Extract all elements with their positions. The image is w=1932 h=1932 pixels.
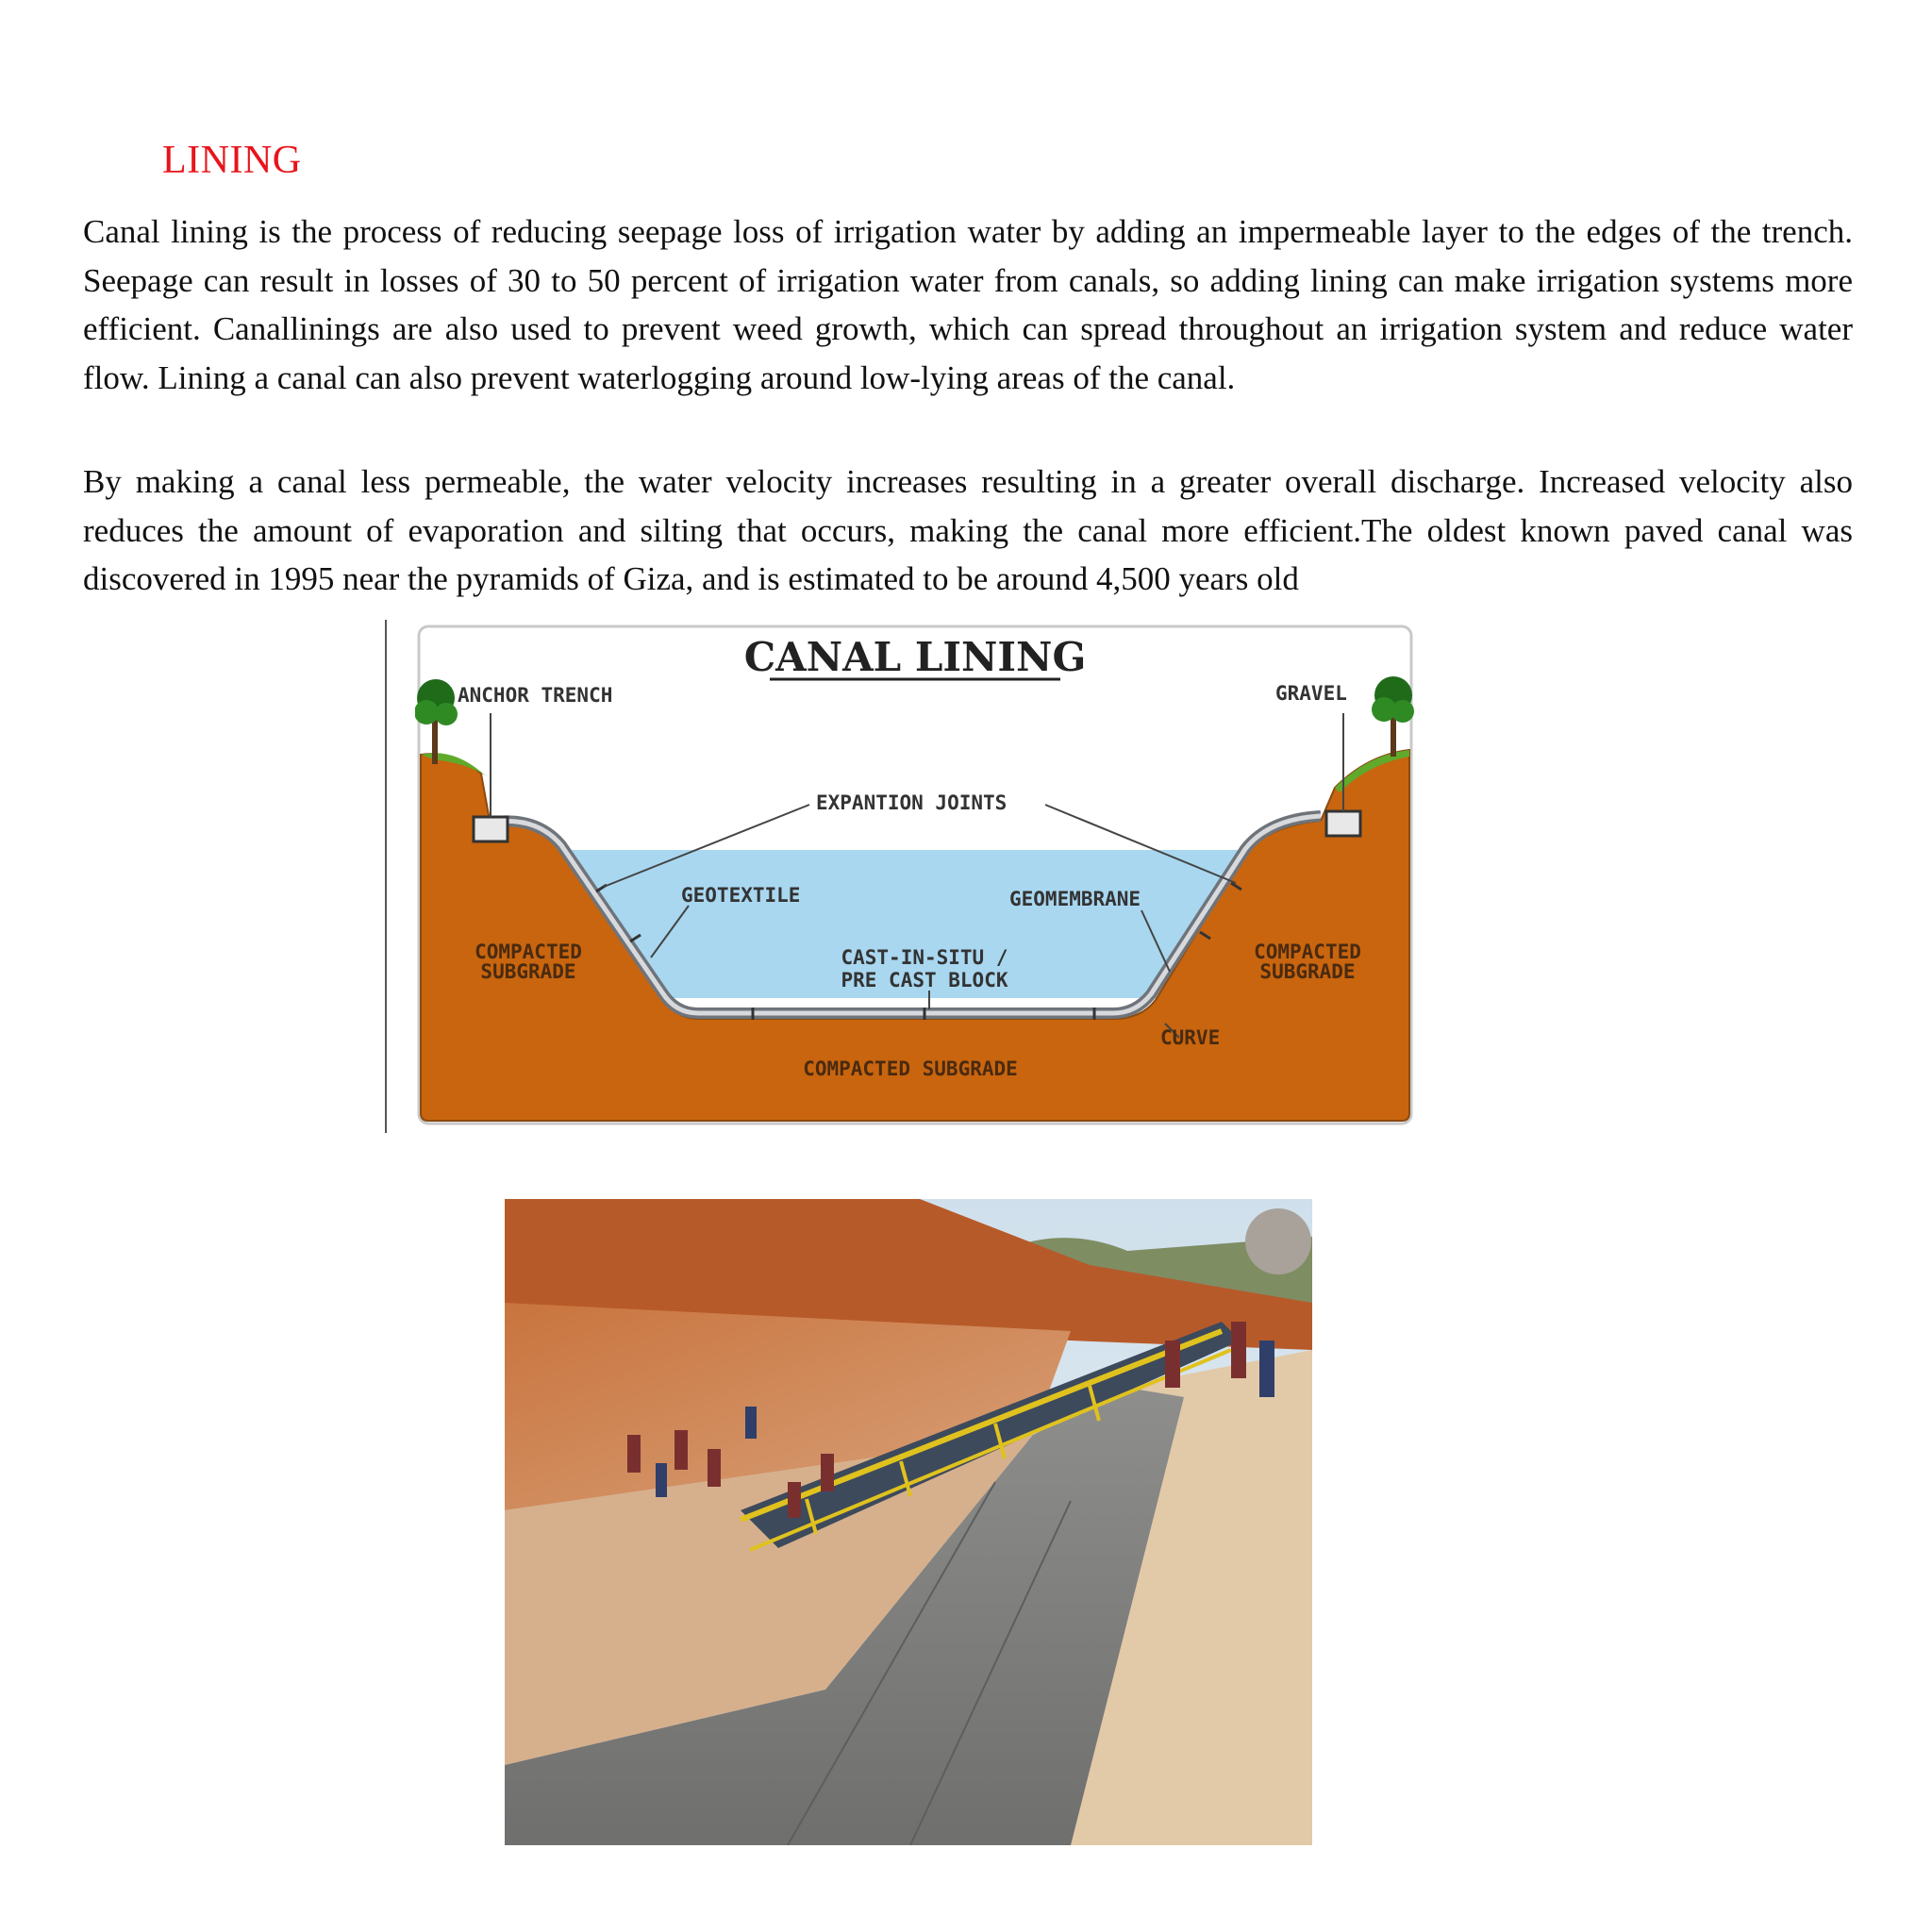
label-anchor-trench: ANCHOR TRENCH xyxy=(458,684,613,707)
label-compacted-left-1: COMPACTED xyxy=(475,941,582,963)
anchor-trench-left xyxy=(474,817,508,841)
paragraph-velocity: By making a canal less permeable, the water velocity increases resulting in a greater overall discharge. Increased velocity also reduces the amount of evaporation and silting that occurs, making the canal more efficient.The oldest known paved canal was discovered in 1995 near the pyramids of Giza, and is estimated to be around 4,500 years old xyxy=(83,463,1853,597)
label-compacted-right-2: SUBGRADE xyxy=(1259,960,1356,983)
label-gravel: GRAVEL xyxy=(1275,682,1347,705)
vertical-divider xyxy=(385,620,387,1133)
label-compacted-left-2: SUBGRADE xyxy=(480,960,576,983)
anchor-trench-right xyxy=(1326,811,1360,836)
label-expansion-joints: EXPANTION JOINTS xyxy=(816,791,1008,814)
label-cast-2: PRE CAST BLOCK xyxy=(841,969,1008,991)
label-compacted-right-1: COMPACTED xyxy=(1254,941,1361,963)
label-geomembrane: GEOMEMBRANE xyxy=(1009,888,1141,910)
label-cast-1: CAST-IN-SITU / xyxy=(841,946,1008,969)
label-compacted-bottom: COMPACTED SUBGRADE xyxy=(803,1058,1018,1080)
diagram-title: CANAL LINING xyxy=(743,634,1087,680)
paragraph-intro: Canal lining is the process of reducing seepage loss of irrigation water by adding an impermeable layer to the edges of the trench. Seepage can result in losses of 30 to 50 percent of irrigation water from canals, so adding lining can make irrigation systems more efficient. Canallinings are also used to prevent weed growth, which can spread throughout an irrigation system and reduce water flow. Lining a canal can also prevent waterlogging around low-lying areas of the canal. xyxy=(83,213,1853,396)
section-heading: LINING xyxy=(162,139,302,182)
label-curve: CURVE xyxy=(1160,1026,1221,1049)
label-geotextile: GEOTEXTILE xyxy=(681,884,801,907)
canal-lining-construction-photo xyxy=(505,1199,1312,1845)
canal-lining-diagram xyxy=(415,623,1415,1127)
